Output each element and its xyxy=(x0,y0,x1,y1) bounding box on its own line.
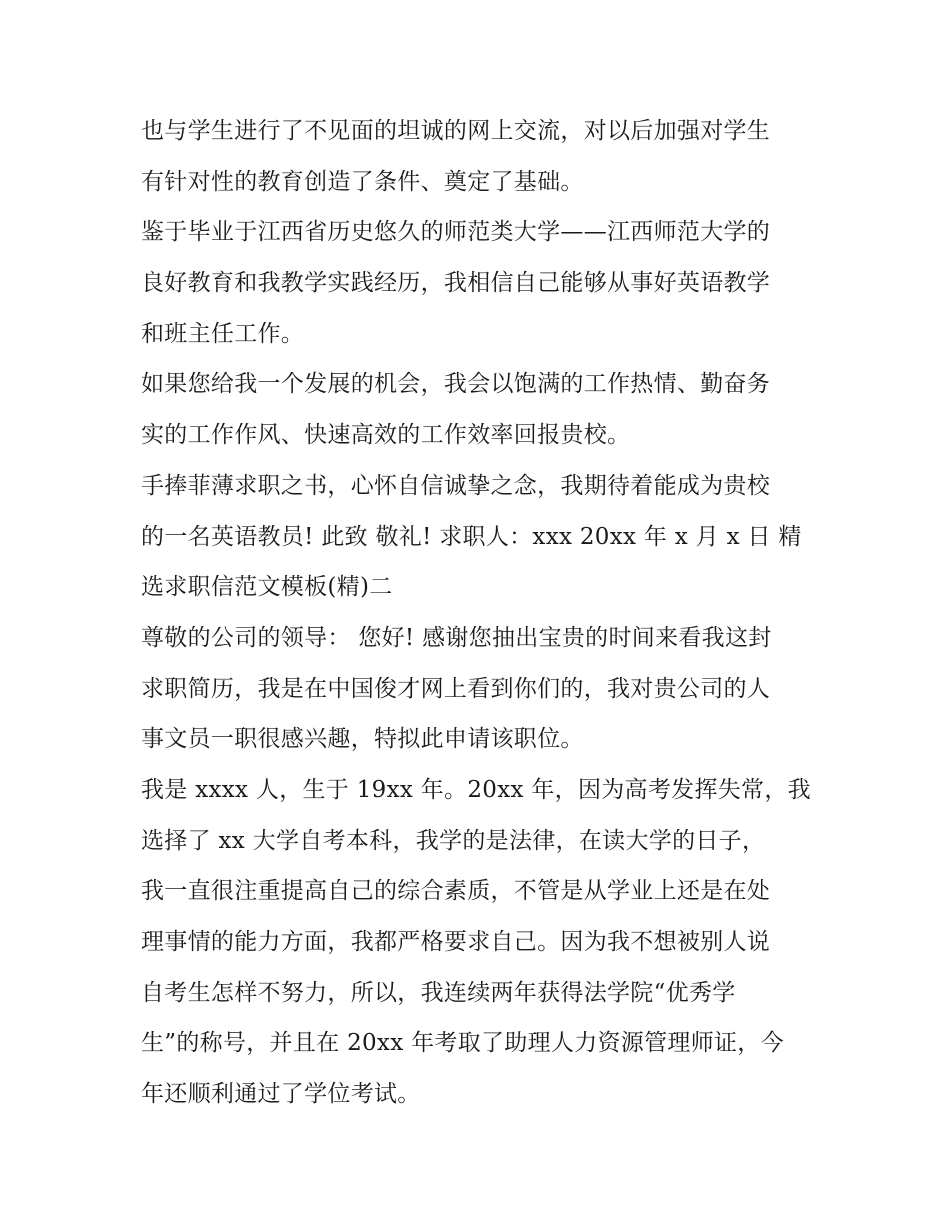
text-line: 和班主任工作。 xyxy=(141,320,305,347)
text-line: 自考生怎样不努力，所以，我连续两年获得法学院“优秀学 xyxy=(141,979,736,1006)
text-line: 有针对性的教育创造了条件、奠定了基础。 xyxy=(141,168,584,195)
text-line: 生”的称号，并且在 20xx 年考取了助理人力资源管理师证，今 xyxy=(141,1030,784,1057)
text-line: 事文员一职很感兴趣，特拟此申请该职位。 xyxy=(141,726,584,753)
text-line: 尊敬的公司的领导： 您好! 感谢您抽出宝贵的时间来看我这封 xyxy=(141,624,772,651)
text-line: 选求职信范文模板(精)二 xyxy=(141,574,393,601)
text-line: 我一直很注重提高自己的综合素质，不管是从学业上还是在处 xyxy=(141,878,771,905)
text-line: 实的工作作风、快速高效的工作效率回报贵校。 xyxy=(141,422,631,449)
text-line: 如果您给我一个发展的机会，我会以饱满的工作热情、勤奋务 xyxy=(141,371,771,398)
text-line: 选择了 xx 大学自考本科，我学的是法律，在读大学的日子， xyxy=(141,827,766,854)
text-line: 年还顺利通过了学位考试。 xyxy=(141,1081,421,1108)
text-line: 理事情的能力方面，我都严格要求自己。因为我不想被别人说 xyxy=(141,929,771,955)
text-line: 也与学生进行了不见面的坦诚的网上交流，对以后加强对学生 xyxy=(141,118,771,144)
text-line: 求职简历，我是在中国俊才网上看到你们的，我对贵公司的人 xyxy=(141,675,771,702)
document-body xyxy=(141,106,821,1120)
text-line: 的一名英语教员! 此致 敬礼! 求职人：xxx 20xx 年 x 月 x 日 精 xyxy=(141,523,802,550)
text-line: 手捧菲薄求职之书，心怀自信诚挚之念，我期待着能成为贵校 xyxy=(141,472,771,499)
text-line: 鉴于毕业于江西省历史悠久的师范类大学——江西师范大学的 xyxy=(141,219,771,246)
text-line: 我是 xxxx 人，生于 19xx 年。20xx 年，因为高考发挥失常，我 xyxy=(141,776,811,803)
text-line: 良好教育和我教学实践经历，我相信自己能够从事好英语教学 xyxy=(141,270,771,297)
